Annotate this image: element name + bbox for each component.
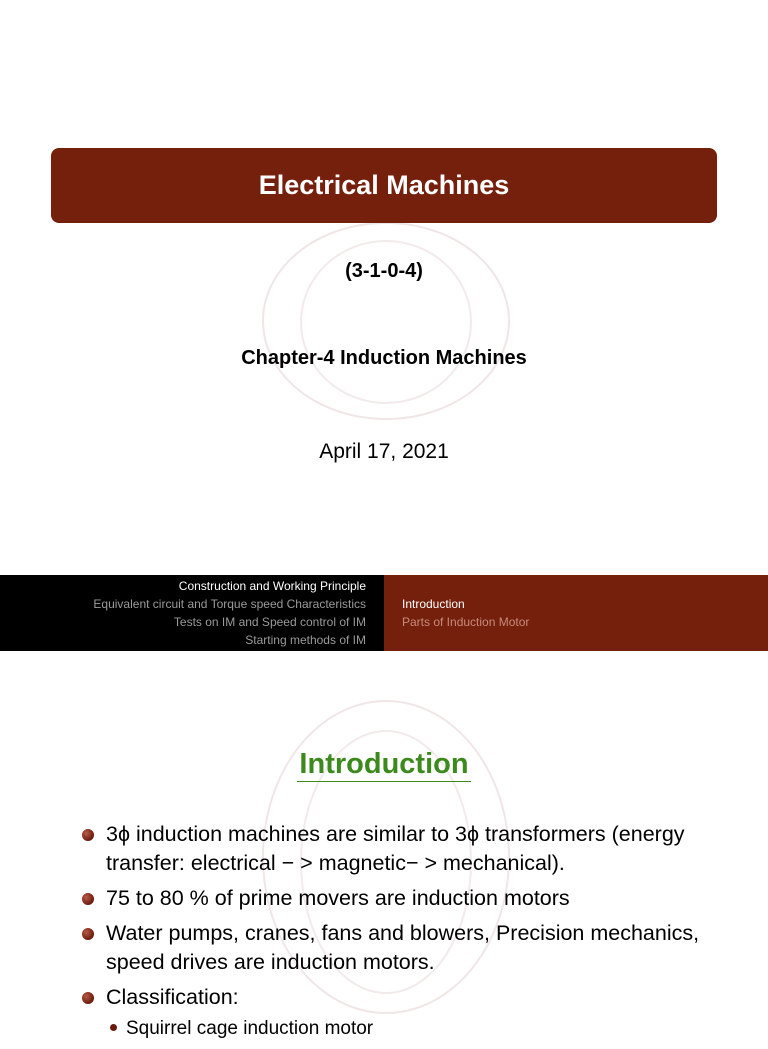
sub-bullet-item xyxy=(80,1014,740,1043)
bullet-item: Classification: xyxy=(80,983,740,1012)
nav-subsection-parts[interactable]: Parts of Induction Motor xyxy=(402,615,530,629)
presentation-date: April 17, 2021 xyxy=(319,440,449,463)
course-code: (3-1-0-4) xyxy=(345,260,423,282)
chapter-title: Chapter-4 Induction Machines xyxy=(241,347,527,369)
sub-bullet-text: Squirrel cage induction motor xyxy=(126,1018,374,1039)
slide-heading xyxy=(0,748,768,781)
section-navigation-bar xyxy=(0,575,768,651)
subsection-list xyxy=(384,575,768,651)
bullet-item: 75 to 80 % of prime movers are induction motors xyxy=(80,884,740,913)
nav-section-construction[interactable]: Construction and Working Principle xyxy=(178,579,366,593)
slide-heading-text: Introduction xyxy=(299,748,469,780)
presentation-title-banner xyxy=(51,148,717,223)
nav-section-starting-methods[interactable]: Starting methods of IM xyxy=(245,633,366,647)
nav-subsection-introduction[interactable]: Introduction xyxy=(402,597,465,611)
bullet-item: 3ϕ induction machines are similar to 3ϕ transformers (energy transfer: electrical − > magnetic− > mechanical). xyxy=(80,820,740,878)
nav-section-tests-speed-control[interactable]: Tests on IM and Speed control of IM xyxy=(173,615,366,629)
bullet-item: Water pumps, cranes, fans and blowers, Precision mechanics, speed drives are induction motors. xyxy=(80,919,740,977)
bullet-list xyxy=(80,820,740,1049)
section-list xyxy=(0,575,384,651)
nav-section-equivalent-circuit[interactable]: Equivalent circuit and Torque speed Characteristics xyxy=(93,597,366,611)
presentation-title: Electrical Machines xyxy=(258,170,510,200)
